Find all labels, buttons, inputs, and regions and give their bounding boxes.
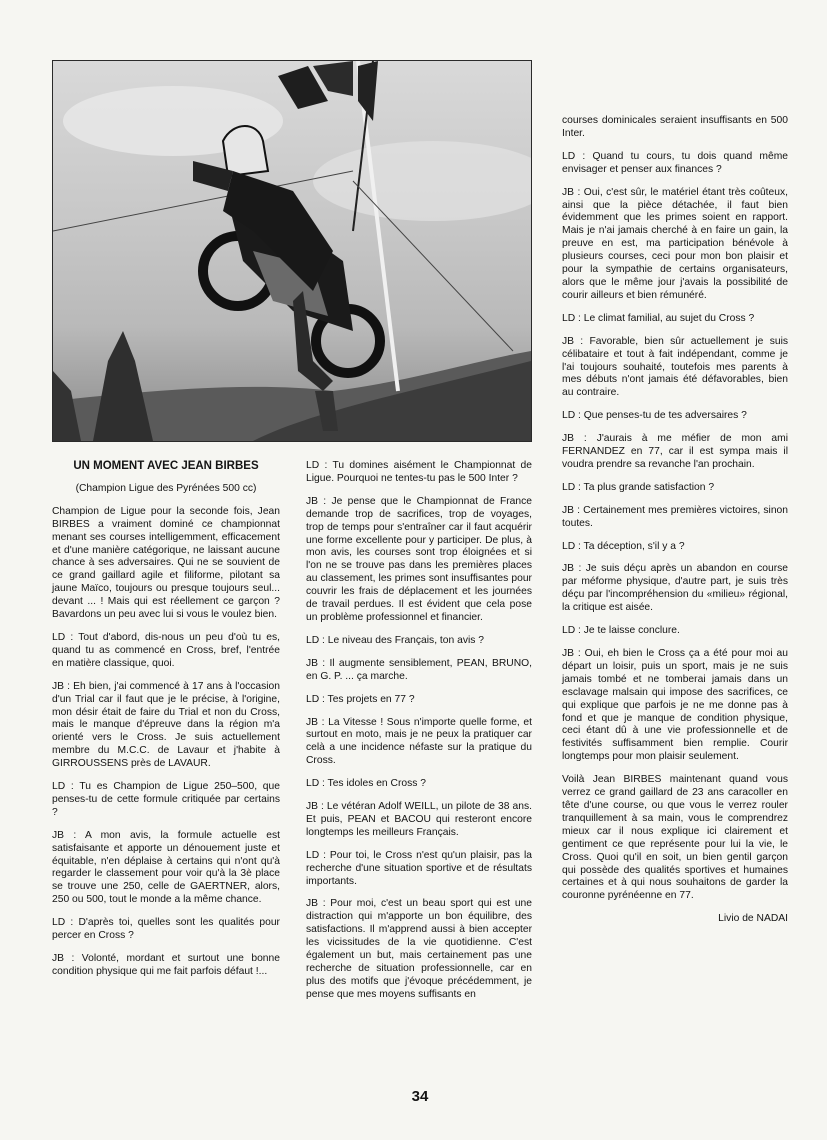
paragraph: LD : D'après toi, quelles sont les qualités pour percer en Cross ? — [52, 917, 280, 942]
paragraph: LD : Ta plus grande satisfaction ? — [562, 481, 715, 493]
paragraph: LD : Tout d'abord, dis-nous un peu d'où tu es, quand tu as commencé en Cross, bref, l'entrée en matière classique, quoi. — [52, 631, 280, 669]
paragraph: LD : Tu es Champion de Ligue 250–500, que penses-tu de cette formule critiquée par certains ? — [52, 781, 280, 818]
paragraph: LD : Le niveau des Français, ton avis ? — [306, 634, 485, 646]
article-subtitle: (Champion Ligue des Pyrénées 500 cc) — [75, 482, 257, 494]
paragraph: JB : Oui, c'est sûr, le matériel étant très coûteux, ainsi que la pièce détachée, il faut bien évidemment que les primes soient en rapport. Mais je n'ai jamais cherché à en faire un gain, la preuve en est, ma participation bénévole à plusieurs courses, ceci pour mon bon plaisir et pour la sympathie de certains organisateurs, alors que le même jour j'avais la possibilité de courir ailleurs et bien rémunéré. — [562, 186, 788, 301]
paragraph: Champion de Ligue pour la seconde fois, Jean BIRBES a vraiment dominé ce championnat menant ses courses intelligemment, efficacement et d'une manière catégorique, ne laissant aucune chance à ses adversaires. Qui ne se souvient de ce grand gaillard agile et filiforme, pilotant sa jaune Maïco, toujours ou presque toujours seul... devant ... ! Mais qui est réellement ce garçon ? Bavardons un peu avec lui si vous le voulez bien. — [52, 505, 280, 621]
paragraph: LD : Que penses-tu de tes adversaires ? — [562, 410, 747, 422]
paragraph: Voilà Jean BIRBES maintenant quand vous verrez ce grand gaillard de 23 ans caracoller en tête d'une course, ou que vous le verrez rouler tranquillement à sa main, vous le comprendrez mieux car il nous explique ici clairement et gentiment ce que représente pour lui la vie, le Cross. Quoi qu'il en soit, un bien gentil garçon qui possède des qualités sportives et humaines certaines et à qui nous souhaitons de garder la couronne pyrénéenne en 77. — [562, 774, 788, 902]
paragraph: JB : A mon avis, la formule actuelle est satisfaisante et apporte un dénouement juste et équitable, n'en déplaise à certains qui n'ont qu'à regarder le classement pour voir qu'à la 3è place se trouve une 250, celle de GAERTNER, alors, 250 ou 500, tout le monde a la même chance. — [52, 829, 280, 906]
paragraph: JB : Oui, eh bien le Cross ça a été pour moi au départ un loisir, puis un sport, mais je ne suis jamais tombé et ne tomberai jamais dans un esclavage malsain qui impose des sacrifices, ce qui explique que parfois je ne me donne pas à fond et que je manque de condition physique, ceci étant dû à une vie professionnelle et de festivités suffisamment bien remplie. Courir longtemps pour mon plaisir seulement. — [562, 648, 788, 763]
paragraph: LD : Pour toi, le Cross n'est qu'un plaisir, pas la recherche d'une situation sportive et de résultats importants. — [306, 849, 532, 887]
paragraph: LD : Le climat familial, au sujet du Cross ? — [562, 312, 755, 324]
page-number: 34 — [411, 1088, 429, 1105]
article-column-1 — [52, 460, 280, 989]
paragraph: LD : Tu domines aisément le Championnat de Ligue. Pourquoi ne tentes-tu pas le 500 Inter ? — [306, 460, 532, 484]
paragraph: LD : Tes projets en 77 ? — [306, 693, 415, 705]
article-column-2 — [306, 460, 532, 1012]
paragraph: LD : Quand tu cours, tu dois quand même envisager et penser aux finances ? — [562, 150, 788, 175]
paragraph: JB : La Vitesse ! Sous n'importe quelle forme, et surtout en moto, mais je ne peux la pratiquer car celà a une incidence néfaste sur la pratique du Cross. — [306, 716, 532, 767]
paragraph: JB : Pour moi, c'est un beau sport qui est une distraction qui m'apporte un bon équilibre, des satisfactions. Il m'apprend aussi à bien accepter les vicissitudes de la vie quotidienne. C'est également un but, mais certainement pas une recherche de situation professionnelle, car en plus des motifs que j'évoque précédemment, je pense que mes moyens suffisants en — [306, 898, 532, 1000]
paragraph: LD : Tes idoles en Cross ? — [306, 778, 426, 790]
rider-jump-illustration — [53, 61, 531, 441]
paragraph: JB : Certainement mes premières victoires, sinon toutes. — [562, 504, 788, 529]
paragraph: JB : Eh bien, j'ai commencé à 17 ans à l'occasion d'un Trial car il faut que je le précise, à l'origine, mon désir était de faire du Trial et non du Cross, mais le manque d'épreuve dans la région m'a orienté vers le Cross. Je suis actuellement membre du M.C.C. de Lavaur et j'habite à GIRROUSSENS près de LAVAUR. — [52, 680, 280, 770]
motocross-photo — [52, 60, 532, 442]
paragraph: JB : Je pense que le Championnat de France demande trop de sacrifices, trop de voyages, trop de temps pour s'entraîner car il faut acquérir une forme excellente pour y participer. De plus, à mon avis, les courses sont trop éloignées et si l'on ne se trouve pas dans les premières places au classement, les primes sont insuffisantes pour couvrir les frais de déplacement et les journées de travail perdues. Il est évident que cela pose un problème professionnel et financier. — [306, 495, 532, 623]
paragraph: JB : Le vétéran Adolf WEILL, un pilote de 38 ans. Et puis, PEAN et BACOU qui resteront encore longtemps les meilleurs Français. — [306, 801, 532, 838]
paragraph: JB : Il augmente sensiblement, PEAN, BRUNO, en G. P. ... ça marche. — [306, 657, 532, 682]
paragraph: LD : Ta déception, s'il y a ? — [562, 540, 685, 552]
paragraph: JB : J'aurais à me méfier de mon ami FERNANDEZ en 77, car il est sympa mais il voudra prendre sa revanche l'an prochain. — [562, 433, 788, 470]
paragraph: JB : Favorable, bien sûr actuellement je suis célibataire et tout à fait indépendant, comme je l'ai toujours souhaité, toutefois mes parents à mes débuts n'ont jamais été défavorables, bien au contraire. — [562, 335, 788, 399]
paragraph: JB : Volonté, mordant et surtout une bonne condition physique qui me fait parfois défaut !... — [52, 953, 280, 977]
article-title: UN MOMENT AVEC JEAN BIRBES — [73, 460, 259, 472]
paragraph: courses dominicales seraient insuffisants en 500 Inter. — [562, 115, 788, 139]
paragraph: JB : Je suis déçu après un abandon en course par méforme physique, d'autre part, je suis très déçu par l'incompréhension du «milieu» régional, la critique est aisée. — [562, 563, 788, 614]
paragraph: LD : Je te laisse conclure. — [562, 625, 680, 637]
article-column-3 — [562, 115, 788, 936]
author-signature: Livio de NADAI — [718, 913, 788, 925]
